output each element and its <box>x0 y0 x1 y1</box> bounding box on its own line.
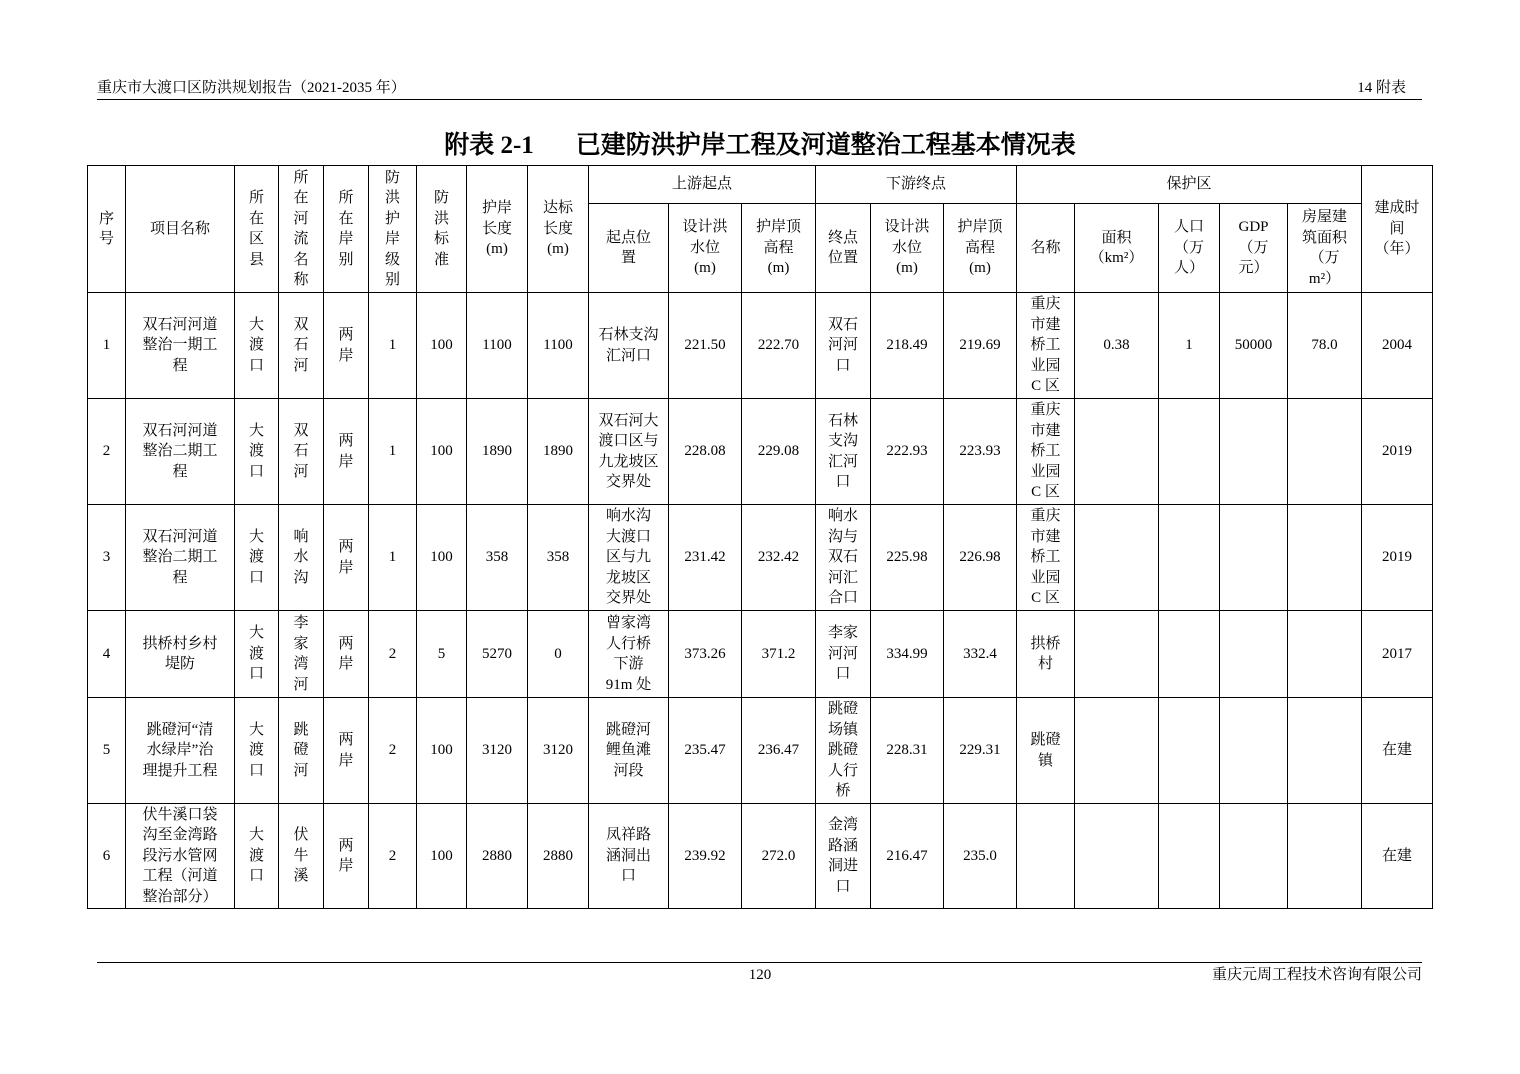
cell-serial-no <box>88 698 126 804</box>
cell-protection-level <box>369 611 417 698</box>
cell-downstream-crest-elevation <box>944 804 1017 909</box>
col-header-river-name <box>279 166 324 293</box>
cell-upstream-start-location-text: 石林支沟汇河口 <box>598 327 659 364</box>
table-row <box>88 698 1433 804</box>
header-rule <box>97 99 1422 100</box>
table-title <box>0 130 1520 162</box>
cell-serial-no <box>88 293 126 399</box>
cell-completion-year <box>1362 611 1433 698</box>
cell-upstream-design-flood-level <box>669 505 742 611</box>
cell-downstream-end-location-text: 双石河河口 <box>827 316 858 374</box>
col-header-protection-level-text: 防洪护岸级别 <box>384 169 400 288</box>
company-name: 重庆元周工程技术咨询有限公司 <box>1211 967 1422 983</box>
col-header-serial-no-text: 序号 <box>98 210 114 247</box>
cell-downstream-end-location <box>816 505 871 611</box>
cell-downstream-design-flood-level-text: 222.93 <box>886 443 928 460</box>
cell-upstream-crest-elevation <box>742 611 816 698</box>
cell-upstream-crest-elevation <box>742 293 816 399</box>
cell-district-text: 大渡口 <box>248 316 264 374</box>
cell-upstream-start-location <box>589 611 669 698</box>
cell-river-name <box>279 611 324 698</box>
cell-downstream-crest-elevation-text: 223.93 <box>959 443 1001 460</box>
cell-protection-level <box>369 505 417 611</box>
cell-upstream-start-location-text: 双石河大渡口区与九龙坡区交界处 <box>598 412 659 490</box>
cell-river-name <box>279 293 324 399</box>
cell-protected-floor-area-text: 78.0 <box>1311 337 1338 354</box>
cell-flood-standard <box>417 611 467 698</box>
cell-protected-area-name <box>1017 611 1075 698</box>
cell-project-name <box>126 804 235 909</box>
cell-river-name <box>279 505 324 611</box>
cell-flood-standard-text: 5 <box>437 645 446 662</box>
table-row <box>88 505 1433 611</box>
cell-revetment-length-text: 1100 <box>482 337 512 354</box>
cell-river-name-text: 双石河 <box>293 422 309 480</box>
cell-downstream-design-flood-level <box>871 804 944 909</box>
cell-protected-area-size <box>1075 698 1159 804</box>
cell-protected-population <box>1159 611 1220 698</box>
cell-project-name-text: 双石河河道整治二期工程 <box>142 528 218 586</box>
cell-downstream-end-location-text: 跳磴场镇跳磴人行桥 <box>827 701 858 800</box>
cell-protected-gdp <box>1220 399 1288 505</box>
cell-district-text: 大渡口 <box>248 721 264 779</box>
cell-protected-area-name <box>1017 399 1075 505</box>
cell-upstream-start-location <box>589 505 669 611</box>
cell-serial-no-text: 5 <box>102 742 111 759</box>
cell-downstream-design-flood-level-text: 225.98 <box>886 549 928 566</box>
cell-district-text: 大渡口 <box>248 528 264 586</box>
cell-compliant-length <box>528 611 589 698</box>
cell-upstream-design-flood-level <box>669 698 742 804</box>
cell-protection-level-text: 2 <box>388 645 397 662</box>
cell-protected-population <box>1159 804 1220 909</box>
cell-bank-side <box>324 804 369 909</box>
col-header-compliant-length-text: 达标长度(m) <box>542 200 573 258</box>
group-header-downstream <box>816 166 1017 204</box>
group-header-protected-area <box>1017 166 1362 204</box>
col-header-revetment-length-text: 护岸长度(m) <box>481 200 512 258</box>
cell-revetment-length <box>467 399 528 505</box>
cell-upstream-start-location-text: 曾家湾人行桥下游91m 处 <box>605 615 652 693</box>
cell-serial-no <box>88 804 126 909</box>
cell-river-name <box>279 804 324 909</box>
cell-upstream-start-location <box>589 293 669 399</box>
cell-project-name-text: 双石河河道整治一期工程 <box>142 316 218 374</box>
cell-protected-population <box>1159 293 1220 399</box>
cell-flood-standard-text: 100 <box>430 847 453 864</box>
table-row <box>88 399 1433 505</box>
cell-protected-population <box>1159 505 1220 611</box>
cell-district <box>235 698 279 804</box>
cell-protected-floor-area <box>1288 804 1362 909</box>
cell-compliant-length <box>528 505 589 611</box>
cell-revetment-length-text: 5270 <box>482 645 512 662</box>
table-row <box>88 804 1433 909</box>
cell-downstream-crest-elevation-text: 226.98 <box>959 549 1001 566</box>
cell-downstream-crest-elevation <box>944 611 1017 698</box>
table-row <box>88 293 1433 399</box>
cell-project-name <box>126 399 235 505</box>
cell-river-name <box>279 698 324 804</box>
cell-project-name <box>126 611 235 698</box>
cell-protected-area-size <box>1075 804 1159 909</box>
cell-flood-standard <box>417 698 467 804</box>
cell-river-name-text: 跳磴河 <box>293 721 309 779</box>
cell-downstream-design-flood-level <box>871 399 944 505</box>
cell-downstream-end-location <box>816 611 871 698</box>
table-number: 附表 2-1 <box>444 132 534 159</box>
cell-downstream-end-location-text: 响水沟与双石河汇合口 <box>827 508 858 607</box>
cell-downstream-design-flood-level <box>871 698 944 804</box>
col-header-upstream-design-flood-level <box>669 204 742 293</box>
cell-compliant-length <box>528 293 589 399</box>
cell-downstream-crest-elevation-text: 229.31 <box>959 742 1001 759</box>
col-header-protected-gdp-text: GDP（万元） <box>1238 219 1269 277</box>
cell-project-name-text: 跳磴河“清水绿岸”治理提升工程 <box>142 721 218 779</box>
cell-protected-area-name <box>1017 804 1075 909</box>
cell-downstream-end-location-text: 李家河河口 <box>827 625 858 683</box>
cell-protected-floor-area <box>1288 505 1362 611</box>
col-header-project-name <box>126 166 235 293</box>
cell-upstream-crest-elevation-text: 232.42 <box>757 549 800 566</box>
cell-revetment-length <box>467 698 528 804</box>
col-header-upstream-crest-elevation <box>742 204 816 293</box>
col-header-protected-area-size <box>1075 204 1159 293</box>
cell-downstream-end-location-text: 金湾路涵洞进口 <box>827 817 858 895</box>
cell-protected-area-size <box>1075 293 1159 399</box>
col-header-project-name-text: 项目名称 <box>149 220 210 237</box>
cell-downstream-end-location <box>816 293 871 399</box>
cell-flood-standard <box>417 293 467 399</box>
cell-upstream-crest-elevation <box>742 698 816 804</box>
cell-downstream-design-flood-level <box>871 505 944 611</box>
col-header-protected-population-text: 人口（万人） <box>1173 219 1204 277</box>
cell-bank-side-text: 两岸 <box>338 732 354 769</box>
col-header-river-name-text: 所在河流名称 <box>293 169 309 288</box>
cell-district-text: 大渡口 <box>248 422 264 480</box>
cell-compliant-length <box>528 399 589 505</box>
cell-downstream-design-flood-level-text: 216.47 <box>886 847 928 864</box>
cell-upstream-design-flood-level <box>669 804 742 909</box>
cell-bank-side <box>324 293 369 399</box>
table-header <box>88 166 1433 293</box>
cell-flood-standard-text: 100 <box>430 742 453 759</box>
cell-protected-gdp-text: 50000 <box>1234 337 1273 354</box>
cell-protected-area-name-text: 拱桥村 <box>1030 635 1061 672</box>
cell-district <box>235 804 279 909</box>
col-header-protection-level <box>369 166 417 293</box>
cell-revetment-length-text: 3120 <box>482 742 512 759</box>
cell-protected-area-name <box>1017 293 1075 399</box>
cell-upstream-design-flood-level <box>669 293 742 399</box>
cell-completion-year <box>1362 399 1433 505</box>
cell-upstream-crest-elevation-text: 229.08 <box>757 443 800 460</box>
cell-serial-no-text: 2 <box>102 443 111 460</box>
cell-protected-area-name-text: 重庆市建桥工业园C 区 <box>1030 402 1061 501</box>
cell-river-name-text: 伏牛溪 <box>293 827 309 885</box>
col-header-district <box>235 166 279 293</box>
cell-protected-floor-area <box>1288 611 1362 698</box>
cell-upstream-start-location <box>589 804 669 909</box>
cell-upstream-start-location <box>589 698 669 804</box>
col-header-revetment-length <box>467 166 528 293</box>
cell-serial-no <box>88 505 126 611</box>
cell-completion-year-text: 2017 <box>1382 645 1413 662</box>
cell-compliant-length <box>528 804 589 909</box>
col-header-downstream-crest-elevation-text: 护岸顶高程(m) <box>957 219 1003 277</box>
running-header <box>97 78 1406 98</box>
cell-upstream-design-flood-level-text: 221.50 <box>684 337 726 354</box>
col-header-flood-standard <box>417 166 467 293</box>
cell-river-name-text: 李家湾河 <box>293 615 309 693</box>
cell-compliant-length-text: 1100 <box>543 337 573 354</box>
cell-compliant-length-text: 0 <box>554 645 562 662</box>
col-header-protected-floor-area <box>1288 204 1362 293</box>
cell-downstream-design-flood-level-text: 334.99 <box>886 645 928 662</box>
col-header-completion-year-text: 建成时间（年） <box>1374 200 1420 258</box>
cell-downstream-end-location <box>816 698 871 804</box>
cell-upstream-crest-elevation <box>742 505 816 611</box>
cell-downstream-design-flood-level <box>871 611 944 698</box>
cell-bank-side-text: 两岸 <box>338 433 354 470</box>
cell-bank-side <box>324 399 369 505</box>
col-header-upstream-start-location-text: 起点位置 <box>605 229 651 266</box>
cell-flood-standard-text: 100 <box>430 443 453 460</box>
cell-upstream-design-flood-level-text: 373.26 <box>684 645 726 662</box>
cell-upstream-design-flood-level-text: 239.92 <box>684 847 726 864</box>
cell-protected-population <box>1159 399 1220 505</box>
cell-bank-side-text: 两岸 <box>338 539 354 576</box>
cell-district-text: 大渡口 <box>248 625 264 683</box>
cell-upstream-design-flood-level-text: 235.47 <box>684 742 726 759</box>
cell-upstream-crest-elevation-text: 236.47 <box>757 742 800 759</box>
cell-protected-area-name-text: 重庆市建桥工业园C 区 <box>1030 296 1061 395</box>
cell-flood-standard <box>417 399 467 505</box>
cell-completion-year-text: 2019 <box>1382 549 1413 566</box>
cell-protection-level-text: 1 <box>388 337 397 354</box>
cell-serial-no <box>88 611 126 698</box>
cell-downstream-crest-elevation <box>944 698 1017 804</box>
cell-project-name-text: 伏牛溪口袋沟至金湾路段污水管网工程（河道整治部分） <box>142 806 218 905</box>
col-header-completion-year <box>1362 166 1433 293</box>
cell-downstream-crest-elevation <box>944 399 1017 505</box>
cell-protected-area-size <box>1075 505 1159 611</box>
cell-district-text: 大渡口 <box>248 827 264 885</box>
cell-district <box>235 399 279 505</box>
cell-completion-year <box>1362 293 1433 399</box>
cell-downstream-end-location <box>816 804 871 909</box>
cell-flood-standard-text: 100 <box>430 337 453 354</box>
cell-completion-year-text: 2019 <box>1382 443 1413 460</box>
cell-protected-gdp <box>1220 804 1288 909</box>
cell-serial-no-text: 3 <box>102 549 111 566</box>
col-header-downstream-design-flood-level <box>871 204 944 293</box>
col-header-protected-population <box>1159 204 1220 293</box>
cell-protection-level-text: 1 <box>388 443 397 460</box>
cell-district <box>235 611 279 698</box>
cell-district <box>235 293 279 399</box>
col-header-compliant-length <box>528 166 589 293</box>
cell-bank-side <box>324 611 369 698</box>
cell-revetment-length-text: 358 <box>485 549 509 566</box>
cell-protected-area-size <box>1075 611 1159 698</box>
cell-compliant-length-text: 3120 <box>543 742 573 759</box>
cell-compliant-length-text: 2880 <box>543 847 573 864</box>
cell-upstream-start-location-text: 响水沟大渡口区与九龙坡区交界处 <box>605 508 651 607</box>
cell-revetment-length <box>467 804 528 909</box>
cell-compliant-length-text: 1890 <box>543 443 573 460</box>
cell-upstream-design-flood-level-text: 231.42 <box>684 549 726 566</box>
table-name: 已建防洪护岸工程及河道整治工程基本情况表 <box>575 132 1076 159</box>
cell-revetment-length <box>467 293 528 399</box>
cell-upstream-crest-elevation-text: 272.0 <box>761 847 796 864</box>
cell-serial-no-text: 6 <box>102 847 111 864</box>
cell-protected-floor-area <box>1288 399 1362 505</box>
section-label: 14 附表 <box>1357 80 1406 96</box>
cell-upstream-start-location <box>589 399 669 505</box>
col-header-upstream-design-flood-level-text: 设计洪水位(m) <box>682 219 728 277</box>
cell-downstream-crest-elevation-text: 219.69 <box>959 337 1001 354</box>
table-row <box>88 611 1433 698</box>
table-body <box>88 293 1433 909</box>
cell-downstream-crest-elevation <box>944 293 1017 399</box>
cell-protected-gdp <box>1220 698 1288 804</box>
cell-upstream-design-flood-level <box>669 611 742 698</box>
cell-flood-standard <box>417 505 467 611</box>
group-header-upstream-text: 上游起点 <box>671 176 732 193</box>
cell-protected-area-name <box>1017 505 1075 611</box>
group-header-upstream <box>589 166 816 204</box>
cell-protected-gdp <box>1220 505 1288 611</box>
cell-district <box>235 505 279 611</box>
cell-upstream-crest-elevation <box>742 804 816 909</box>
cell-completion-year <box>1362 505 1433 611</box>
cell-upstream-design-flood-level <box>669 399 742 505</box>
cell-protection-level <box>369 804 417 909</box>
cell-downstream-crest-elevation-text: 332.4 <box>963 645 997 662</box>
cell-river-name-text: 响水沟 <box>293 528 309 586</box>
cell-protection-level <box>369 399 417 505</box>
cell-completion-year-text: 在建 <box>1382 742 1413 759</box>
cell-protected-gdp <box>1220 293 1288 399</box>
cell-protected-gdp <box>1220 611 1288 698</box>
cell-project-name <box>126 293 235 399</box>
cell-protection-level-text: 1 <box>388 549 397 566</box>
cell-flood-standard <box>417 804 467 909</box>
cell-completion-year-text: 2004 <box>1382 337 1413 354</box>
cell-downstream-design-flood-level <box>871 293 944 399</box>
cell-bank-side-text: 两岸 <box>338 635 354 672</box>
cell-bank-side-text: 两岸 <box>338 837 354 874</box>
cell-revetment-length-text: 1890 <box>482 443 512 460</box>
group-header-protected-area-text: 保护区 <box>1166 176 1212 193</box>
col-header-upstream-start-location <box>589 204 669 293</box>
cell-downstream-crest-elevation <box>944 505 1017 611</box>
col-header-bank-side-text: 所在岸别 <box>338 190 354 268</box>
cell-revetment-length-text: 2880 <box>482 847 512 864</box>
col-header-protected-gdp <box>1220 204 1288 293</box>
cell-completion-year-text: 在建 <box>1382 847 1413 864</box>
cell-project-name <box>126 505 235 611</box>
cell-completion-year <box>1362 698 1433 804</box>
cell-protected-population-text: 1 <box>1185 337 1193 354</box>
cell-protected-area-size <box>1075 399 1159 505</box>
report-title: 重庆市大渡口区防洪规划报告（2021-2035 年） <box>97 80 406 96</box>
cell-downstream-design-flood-level-text: 218.49 <box>886 337 928 354</box>
col-header-protected-floor-area-text: 房屋建筑面积（万m²） <box>1301 209 1347 287</box>
cell-revetment-length <box>467 611 528 698</box>
col-header-serial-no <box>88 166 126 293</box>
col-header-downstream-crest-elevation <box>944 204 1017 293</box>
col-header-protected-area-name-text: 名称 <box>1030 239 1061 256</box>
cell-serial-no <box>88 399 126 505</box>
cell-downstream-design-flood-level-text: 228.31 <box>886 742 928 759</box>
cell-bank-side <box>324 698 369 804</box>
cell-bank-side <box>324 505 369 611</box>
cell-upstream-crest-elevation <box>742 399 816 505</box>
cell-protected-floor-area <box>1288 698 1362 804</box>
cell-downstream-end-location <box>816 399 871 505</box>
cell-protected-area-name <box>1017 698 1075 804</box>
cell-completion-year <box>1362 804 1433 909</box>
cell-compliant-length <box>528 698 589 804</box>
cell-protection-level-text: 2 <box>388 847 397 864</box>
col-header-bank-side <box>324 166 369 293</box>
cell-river-name <box>279 399 324 505</box>
cell-project-name <box>126 698 235 804</box>
cell-protection-level <box>369 698 417 804</box>
cell-project-name-text: 拱桥村乡村堤防 <box>142 635 218 672</box>
cell-serial-no-text: 4 <box>102 645 111 662</box>
cell-downstream-crest-elevation-text: 235.0 <box>963 847 997 864</box>
cell-upstream-start-location-text: 凤祥路涵洞出口 <box>605 827 651 885</box>
col-header-district-text: 所在区县 <box>248 190 264 268</box>
header-row-groups <box>88 166 1433 204</box>
cell-upstream-crest-elevation-text: 371.2 <box>761 645 796 662</box>
col-header-downstream-design-flood-level-text: 设计洪水位(m) <box>884 219 930 277</box>
cell-protection-level-text: 2 <box>388 742 397 759</box>
group-header-downstream-text: 下游终点 <box>885 176 946 193</box>
cell-serial-no-text: 1 <box>102 337 111 354</box>
col-header-downstream-end-location <box>816 204 871 293</box>
cell-protected-area-size-text: 0.38 <box>1103 337 1130 354</box>
cell-protection-level <box>369 293 417 399</box>
cell-upstream-design-flood-level-text: 228.08 <box>684 443 726 460</box>
cell-downstream-end-location-text: 石林支沟汇河口 <box>827 412 858 490</box>
cell-compliant-length-text: 358 <box>546 549 570 566</box>
cell-river-name-text: 双石河 <box>293 316 309 374</box>
cell-protected-floor-area <box>1288 293 1362 399</box>
cell-protected-area-name-text: 跳磴镇 <box>1030 732 1061 769</box>
cell-project-name-text: 双石河河道整治二期工程 <box>142 422 218 480</box>
cell-protected-population <box>1159 698 1220 804</box>
col-header-upstream-crest-elevation-text: 护岸顶高程(m) <box>755 219 801 277</box>
cell-upstream-start-location-text: 跳磴河鲤鱼滩河段 <box>605 721 651 779</box>
col-header-flood-standard-text: 防洪标准 <box>433 190 449 268</box>
cell-protected-area-name-text: 重庆市建桥工业园C 区 <box>1030 508 1061 607</box>
cell-bank-side-text: 两岸 <box>338 327 354 364</box>
cell-upstream-crest-elevation-text: 222.70 <box>757 337 800 354</box>
footer-rule <box>97 962 1422 963</box>
col-header-protected-area-name <box>1017 204 1075 293</box>
col-header-protected-area-size-text: 面积（km²） <box>1089 229 1144 266</box>
col-header-downstream-end-location-text: 终点位置 <box>827 229 858 266</box>
cell-flood-standard-text: 100 <box>430 549 453 566</box>
page-number: 120 <box>748 967 772 983</box>
cell-revetment-length <box>467 505 528 611</box>
flood-protection-table <box>87 165 1433 909</box>
